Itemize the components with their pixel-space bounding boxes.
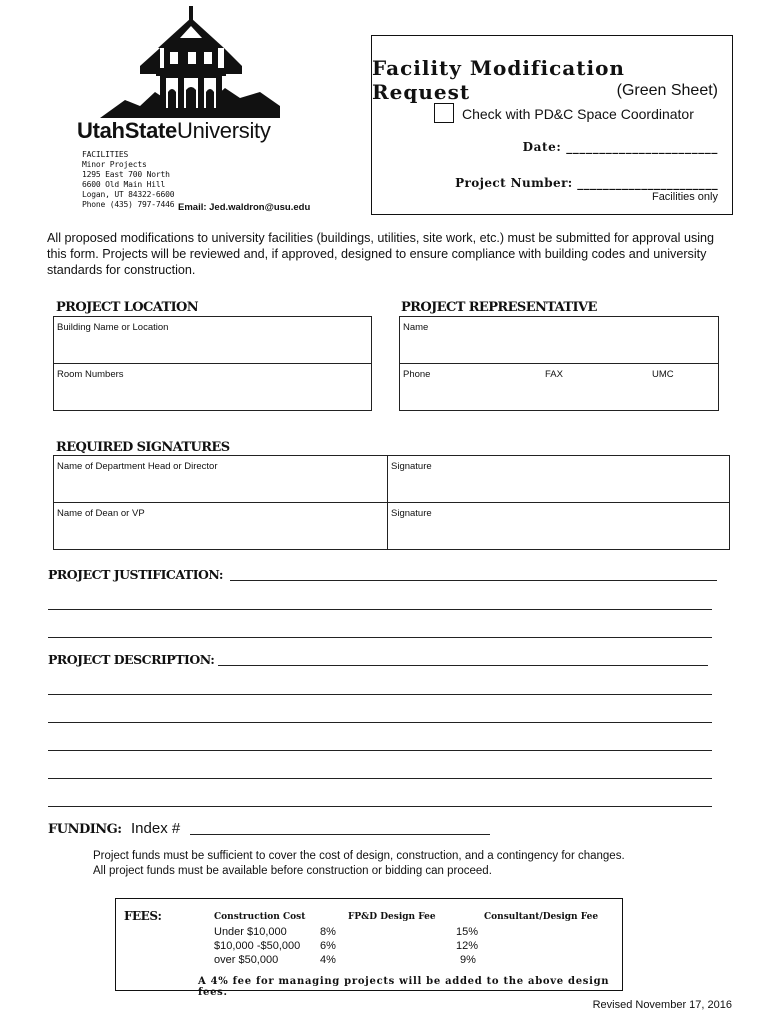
description-line[interactable] <box>48 806 712 807</box>
usu-logo <box>100 6 280 126</box>
justification-line[interactable] <box>230 580 717 581</box>
justification-line[interactable] <box>48 609 712 610</box>
funding-note-line: Project funds must be sufficient to cover the cost of design, construction, and a contingency for changes. <box>93 850 625 862</box>
project-number-field[interactable]: Project Number: ______________________ <box>455 176 718 190</box>
index-number-field[interactable] <box>190 834 490 835</box>
description-line[interactable] <box>48 750 712 751</box>
umc-label: UMC <box>652 369 674 380</box>
room-numbers-label: Room Numbers <box>57 369 124 380</box>
index-label: Index # <box>131 820 181 837</box>
university-name: UtahStateUniversity <box>77 118 271 143</box>
fee-fpd-cell: 6% <box>320 940 336 952</box>
signature-label: Signature <box>391 508 432 519</box>
address-line: Phone (435) 797-7446 <box>82 200 175 209</box>
dept-head-label: Name of Department Head or Director <box>57 461 218 472</box>
dean-label: Name of Dean or VP <box>57 508 145 519</box>
fees-table <box>115 898 623 998</box>
request-box <box>371 35 733 215</box>
address-line: 6600 Old Main Hill <box>82 180 166 189</box>
project-representative-heading: PROJECT REPRESENTATIVE <box>401 300 597 315</box>
project-location-heading: PROJECT LOCATION <box>56 300 199 315</box>
date-field[interactable]: Date: _______________________ <box>522 140 718 154</box>
fees-header: Consultant/Design Fee <box>484 912 599 922</box>
fee-cost-cell: $10,000 -$50,000 <box>214 940 301 952</box>
fees-header: Construction Cost <box>214 912 306 922</box>
justification-line[interactable] <box>48 637 712 638</box>
description-line[interactable] <box>48 722 712 723</box>
phone-label: Phone <box>403 369 431 380</box>
building-name-label: Building Name or Location <box>57 322 169 333</box>
room-numbers-field[interactable] <box>53 363 372 411</box>
intro-paragraph: All proposed modifications to university facilities (buildings, utilities, site work, etc.) must be submitted for approval using this form. Projects will be reviewed and, if approved, designed to ensure compliance with building codes and university standards for construction. <box>47 231 715 277</box>
rep-name-field[interactable] <box>399 316 719 364</box>
dean-signature-field[interactable] <box>387 502 730 550</box>
checkbox-label: Check with PD&C Space Coordinator <box>462 106 694 122</box>
rep-contact-field[interactable] <box>399 363 719 411</box>
description-line[interactable] <box>48 694 712 695</box>
space-coordinator-checkbox[interactable] <box>434 103 454 123</box>
fee-consultant-cell: 9% <box>460 954 476 966</box>
funding-heading: FUNDING: <box>48 822 122 837</box>
form-title: Facility Modification Request <box>372 56 625 104</box>
rep-name-label: Name <box>403 322 429 333</box>
fee-cost-cell: Under $10,000 <box>214 926 287 938</box>
required-signatures-heading: REQUIRED SIGNATURES <box>56 440 230 455</box>
funding-note-line: All project funds must be available before construction or bidding can proceed. <box>93 865 492 877</box>
funding-note <box>93 849 625 879</box>
contact-email: Email: Jed.waldron@usu.edu <box>178 202 311 213</box>
dean-field[interactable] <box>53 502 388 550</box>
address-block <box>82 150 174 210</box>
revision-date: Revised November 17, 2016 <box>592 999 732 1011</box>
fee-fpd-cell: 8% <box>320 926 336 938</box>
dept-head-field[interactable] <box>53 455 388 503</box>
form-subtitle: (Green Sheet) <box>616 82 718 99</box>
description-line[interactable] <box>218 665 708 666</box>
dept-head-signature-field[interactable] <box>387 455 730 503</box>
building-name-field[interactable] <box>53 316 372 364</box>
fax-label: FAX <box>545 369 563 380</box>
fee-fpd-cell: 4% <box>320 954 336 966</box>
address-line: Logan, UT 84322-6600 <box>82 190 175 199</box>
description-line[interactable] <box>48 778 712 779</box>
fees-note: A 4% fee for managing projects will be added to the above design fees. <box>198 976 610 998</box>
address-line: 1295 East 700 North <box>82 170 170 179</box>
address-line: FACILITIES <box>82 150 129 159</box>
address-line: Minor Projects <box>82 160 147 169</box>
fee-consultant-cell: 15% <box>456 926 479 938</box>
fees-label: FEES: <box>124 909 162 923</box>
facilities-only-note: Facilities only <box>651 191 718 203</box>
signature-label: Signature <box>391 461 432 472</box>
fee-consultant-cell: 12% <box>456 940 479 952</box>
justification-label: PROJECT JUSTIFICATION: <box>48 567 224 582</box>
description-label: PROJECT DESCRIPTION: <box>48 652 215 667</box>
fee-cost-cell: over $50,000 <box>214 954 279 966</box>
fees-header: FP&D Design Fee <box>348 912 436 922</box>
